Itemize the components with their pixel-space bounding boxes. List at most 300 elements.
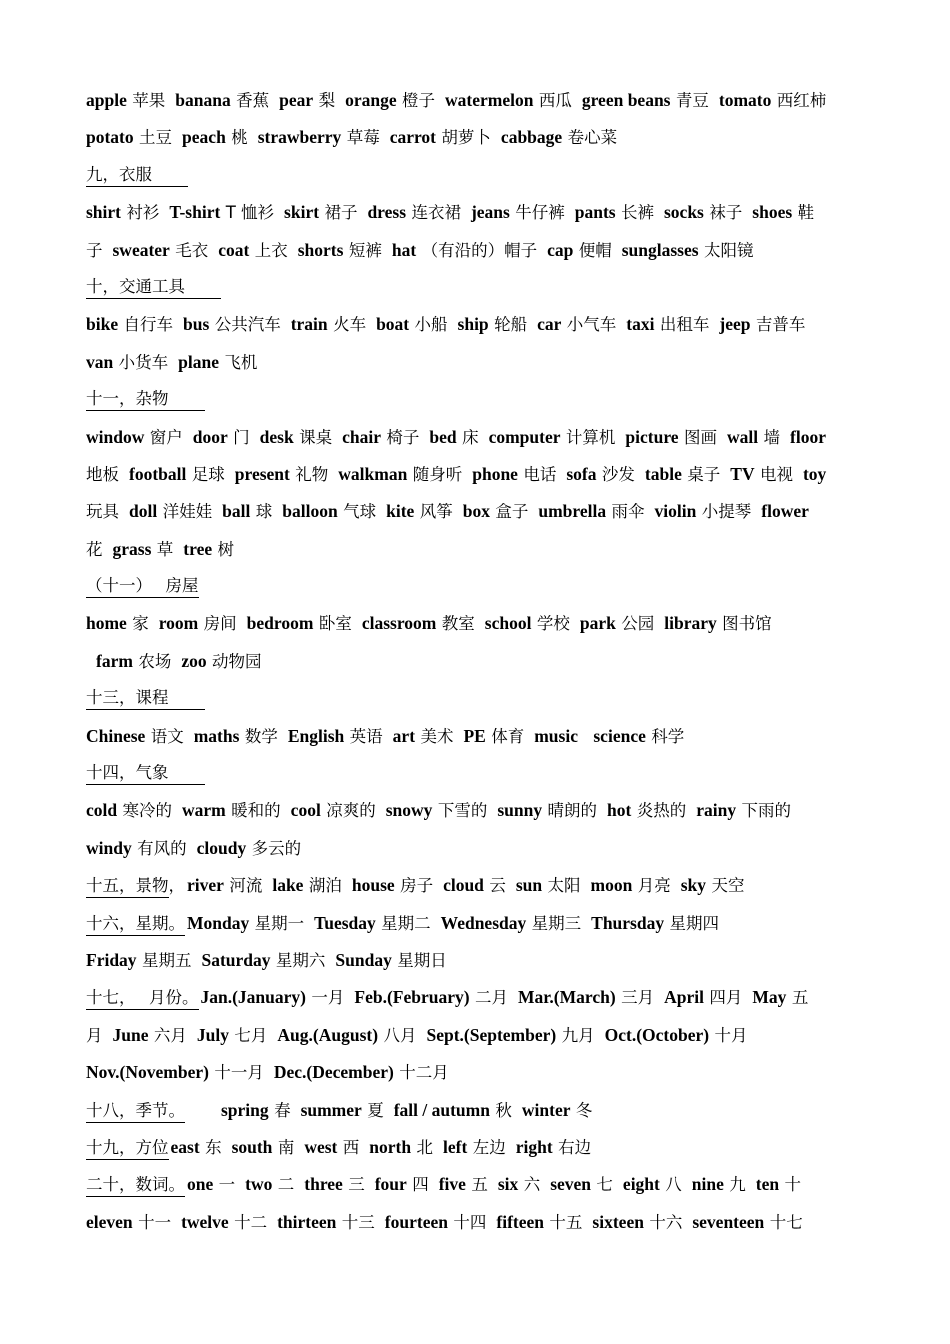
chinese-meaning: 六 — [523, 1175, 541, 1195]
chinese-meaning: 八月 — [383, 1025, 417, 1045]
chinese-meaning: （有沿的）帽子 — [421, 240, 538, 260]
english-word: box — [462, 501, 490, 522]
english-word: five — [438, 1174, 466, 1195]
vocab-entry — [274, 1063, 449, 1083]
english-word: watermelon — [445, 90, 534, 110]
section-line — [86, 979, 900, 1016]
vocab-entry — [575, 203, 654, 223]
vocab-entry — [113, 540, 174, 560]
chinese-meaning: 晴朗的 — [547, 801, 597, 821]
chinese-meaning: 科学 — [651, 726, 685, 746]
vocab-entry — [756, 1175, 801, 1195]
vocab-entry — [692, 1213, 802, 1233]
vocab-entry — [338, 465, 462, 485]
chinese-meaning: 橙子 — [402, 91, 435, 110]
chinese-meaning: 随身听 — [412, 464, 463, 484]
chinese-meaning: 星期一 — [254, 913, 305, 933]
chinese-meaning: 十三 — [341, 1212, 375, 1232]
vocab-line — [86, 830, 900, 867]
vocab-entry — [291, 801, 376, 821]
section-heading: 十九，方位 — [86, 1137, 169, 1160]
english-word: apple — [86, 90, 127, 110]
english-word: one — [187, 1174, 214, 1195]
english-word: twelve — [181, 1211, 229, 1232]
english-word: walkman — [338, 463, 408, 484]
chinese-meaning: 桌子 — [687, 464, 721, 484]
chinese-meaning: 鞋 — [797, 203, 815, 223]
english-word: bed — [429, 426, 457, 447]
chinese-meaning: 下雨的 — [741, 801, 791, 821]
english-word: umbrella — [538, 501, 607, 522]
section-heading: 十，交通工具 — [86, 276, 221, 299]
english-word: shirt — [86, 202, 121, 223]
english-word: zoo — [181, 650, 207, 671]
chinese-meaning: 冬 — [575, 1100, 593, 1120]
english-word: picture — [625, 426, 679, 447]
chinese-meaning: 左边 — [472, 1137, 506, 1157]
english-word: carrot — [389, 127, 437, 148]
chinese-meaning: 裙子 — [324, 203, 358, 223]
chinese-meaning: 梨 — [318, 91, 336, 110]
vocab-entry — [752, 988, 808, 1008]
english-word: cold — [86, 800, 118, 821]
chinese-meaning: 草莓 — [346, 128, 380, 148]
vocab-entry — [803, 465, 826, 485]
vocab-entry — [194, 727, 278, 747]
chinese-meaning: 电话 — [523, 464, 557, 484]
vocab-entry — [566, 465, 635, 485]
english-word: seven — [550, 1174, 592, 1195]
english-word: cap — [547, 239, 574, 260]
chinese-meaning: 图画 — [683, 427, 717, 447]
vocab-entry — [113, 1026, 187, 1046]
vocab-entry — [197, 839, 302, 859]
chinese-meaning: 胡萝卜 — [441, 128, 491, 148]
vocab-entry — [518, 988, 654, 1008]
vocab-entry — [607, 801, 686, 821]
vocab-line — [86, 82, 900, 119]
vocab-entry — [96, 652, 171, 672]
chinese-meaning: 轮船 — [494, 315, 528, 335]
english-word: park — [579, 613, 616, 634]
chinese-meaning: 床 — [462, 427, 479, 447]
vocab-entry — [282, 502, 376, 522]
chinese-meaning: 十一月 — [214, 1063, 264, 1083]
vocab-entry — [655, 502, 752, 522]
english-word: seventeen — [692, 1211, 765, 1232]
vocab-line — [86, 942, 900, 979]
chinese-meaning: 炎热的 — [636, 801, 687, 821]
chinese-meaning: 球 — [255, 502, 273, 522]
vocab-entry — [386, 801, 488, 821]
vocab-entry — [790, 428, 826, 448]
vocab-entry — [86, 839, 187, 859]
vocab-entry — [291, 315, 366, 335]
vocab-entry — [752, 203, 814, 223]
chinese-meaning: 学校 — [536, 614, 570, 634]
chinese-meaning: 暖和的 — [231, 801, 281, 821]
vocab-entry — [86, 801, 172, 821]
vocab-entry — [445, 91, 572, 111]
english-word: cool — [290, 800, 321, 821]
vocab-entry — [181, 652, 261, 672]
vocab-entry — [463, 502, 529, 522]
vocab-entry — [501, 128, 617, 148]
english-word: van — [86, 351, 114, 372]
vocab-entry — [443, 876, 506, 896]
english-word: jeep — [719, 314, 751, 335]
chinese-meaning: 小气车 — [566, 315, 617, 335]
section-line — [86, 1129, 900, 1166]
vocab-entry — [86, 203, 159, 223]
vocab-entry — [645, 465, 720, 485]
chinese-meaning: 风筝 — [419, 502, 453, 522]
vocab-entry — [439, 1175, 488, 1195]
vocab-entry — [232, 1138, 295, 1158]
vocab-entry — [301, 1101, 384, 1121]
vocab-entry — [86, 128, 172, 148]
chinese-meaning: 香蕉 — [236, 91, 270, 110]
section-heading: 十六，星期。 — [86, 913, 185, 936]
chinese-meaning: 星期六 — [275, 950, 326, 970]
vocab-entry — [664, 988, 742, 1008]
section-line — [86, 680, 900, 717]
chinese-meaning: 七 — [596, 1175, 613, 1195]
chinese-meaning: 南 — [277, 1137, 295, 1157]
english-word: thirteen — [277, 1211, 337, 1232]
chinese-meaning: 八 — [665, 1175, 682, 1195]
chinese-meaning: 便帽 — [578, 240, 612, 260]
english-word: door — [192, 426, 228, 447]
english-word: ten — [755, 1174, 780, 1195]
english-word: June — [112, 1024, 149, 1045]
vocab-entry — [696, 801, 791, 821]
vocab-entry — [221, 1101, 291, 1121]
english-word: cabbage — [500, 127, 563, 148]
vocab-entry — [463, 727, 524, 747]
english-word: grass — [112, 538, 152, 559]
chinese-meaning: 卷心菜 — [567, 128, 618, 148]
chinese-meaning: 西 — [342, 1137, 360, 1157]
chinese-meaning: 洋娃娃 — [162, 502, 213, 522]
english-word: ball — [222, 501, 251, 522]
chinese-meaning: 衬衫 — [126, 203, 160, 223]
vocab-entry — [258, 128, 380, 148]
vocab-entry — [362, 614, 475, 634]
chinese-meaning: 小提琴 — [701, 502, 752, 522]
chinese-meaning: 星期二 — [381, 913, 431, 933]
section-line — [86, 269, 900, 306]
english-word: school — [484, 613, 532, 634]
english-word: shorts — [297, 239, 344, 260]
chinese-meaning: 英语 — [349, 726, 383, 746]
english-word: Jan.(January) — [200, 987, 306, 1008]
english-word: two — [245, 1174, 273, 1195]
chinese-meaning: 二月 — [475, 988, 508, 1008]
vocab-entry — [279, 91, 335, 111]
english-word: nine — [691, 1174, 724, 1195]
vocab-entry — [429, 428, 478, 448]
vocab-entry — [375, 1175, 429, 1195]
vocab-entry — [260, 428, 332, 448]
vocab-entry — [681, 876, 745, 896]
chinese-meaning: 小船 — [414, 315, 448, 335]
section-line — [86, 867, 900, 904]
english-word: toy — [802, 463, 827, 484]
english-word: cloud — [443, 875, 484, 896]
english-word: skirt — [284, 202, 320, 223]
section-heading: 十五，景物 — [86, 875, 169, 898]
chinese-meaning: 计算机 — [565, 427, 616, 447]
english-word: ship — [457, 314, 489, 335]
vocab-entry — [458, 315, 528, 335]
vocab-entry — [485, 614, 570, 634]
chinese-meaning: 一 — [218, 1175, 236, 1195]
heading-suffix: ， — [168, 876, 185, 896]
english-word: orange — [345, 90, 397, 110]
english-word: desk — [259, 426, 294, 447]
vocab-entry — [623, 1175, 682, 1195]
vocab-entry — [550, 1175, 613, 1195]
english-word: spring — [221, 1099, 269, 1120]
section-heading: 十三，课程 — [86, 687, 205, 710]
english-word: classroom — [361, 613, 437, 634]
vocab-entry — [86, 727, 184, 747]
vocab-line — [86, 306, 900, 343]
vocab-entry — [443, 1138, 506, 1158]
vocab-line — [86, 119, 900, 156]
english-word: pear — [279, 90, 314, 110]
vocab-entry — [169, 203, 274, 223]
chinese-meaning: 太阳镜 — [703, 240, 754, 260]
section-heading: 十四，气象 — [86, 762, 205, 785]
english-word: April — [664, 987, 704, 1008]
chinese-meaning: 盒子 — [495, 502, 529, 522]
chinese-meaning: T 恤衫 — [225, 203, 275, 223]
vocab-entry — [201, 951, 325, 971]
section-heading: 十八，季节。 — [86, 1100, 185, 1123]
chinese-meaning: 毛衣 — [175, 240, 209, 260]
chinese-meaning: 六月 — [153, 1025, 187, 1045]
english-word: Sept.(September) — [426, 1024, 557, 1045]
english-word: T-shirt — [169, 202, 221, 223]
english-word: English — [287, 725, 345, 746]
chinese-meaning: 十一 — [138, 1212, 172, 1232]
english-word: east — [170, 1136, 200, 1157]
chinese-meaning: 农场 — [138, 651, 172, 671]
english-word: farm — [96, 650, 133, 671]
english-word: green beans — [581, 90, 671, 110]
vocab-entry — [692, 1175, 746, 1195]
chinese-meaning: 十 — [784, 1175, 802, 1195]
vocab-line — [86, 344, 900, 381]
vocab-entry — [193, 428, 250, 448]
english-word: doll — [129, 501, 158, 522]
vocab-entry — [580, 614, 654, 634]
vocab-entry — [664, 614, 771, 634]
chinese-meaning: 门 — [233, 427, 250, 447]
english-word: Feb.(February) — [354, 987, 470, 1008]
english-word: Sunday — [335, 949, 392, 970]
english-word: computer — [488, 426, 561, 447]
vocab-entry — [171, 1138, 222, 1158]
english-word: six — [497, 1174, 519, 1195]
chinese-meaning: 窗户 — [149, 427, 183, 447]
english-word: flower — [761, 501, 809, 522]
vocab-entry — [719, 91, 826, 111]
chinese-meaning: 北 — [416, 1137, 433, 1157]
english-word: moon — [590, 875, 633, 896]
english-word: potato — [86, 127, 134, 148]
vocab-entry — [730, 465, 793, 485]
chinese-meaning: 土豆 — [139, 128, 173, 148]
vocab-entry — [277, 1213, 375, 1233]
vocab-entry — [426, 1026, 594, 1046]
chinese-meaning: 吉普车 — [755, 315, 806, 335]
vocab-entry — [86, 428, 183, 448]
english-word: tree — [183, 538, 213, 559]
vocab-entry — [386, 502, 453, 522]
chinese-meaning: 家 — [132, 614, 149, 634]
english-word: window — [86, 426, 145, 447]
chinese-meaning: 九 — [729, 1175, 746, 1195]
vocab-entry — [664, 203, 742, 223]
english-word: PE — [463, 725, 486, 746]
chinese-meaning: 湖泊 — [308, 876, 342, 896]
section-heading: 二十，数词。 — [86, 1174, 185, 1197]
english-word: floor — [790, 426, 826, 447]
english-word: cloudy — [196, 837, 247, 858]
vocab-entry — [314, 914, 431, 934]
english-word: lake — [272, 875, 304, 896]
english-word: left — [443, 1136, 468, 1157]
vocab-entry — [272, 876, 342, 896]
chinese-meaning: 七月 — [234, 1025, 268, 1045]
chinese-meaning: 飞机 — [224, 352, 258, 372]
vocab-entry — [218, 241, 288, 261]
section-heading: 九，衣服 — [86, 164, 188, 187]
english-word: sun — [515, 875, 543, 896]
vocab-line — [86, 605, 900, 642]
english-word: sixteen — [592, 1211, 644, 1232]
vocab-entry — [385, 1213, 487, 1233]
chinese-meaning: 教室 — [441, 614, 475, 634]
chinese-meaning: 苹果 — [132, 91, 166, 110]
english-word: boat — [376, 314, 410, 335]
english-word: balloon — [282, 501, 338, 522]
vocab-entry — [625, 428, 717, 448]
chinese-meaning: 房子 — [400, 876, 434, 896]
chinese-meaning: 动物园 — [212, 651, 262, 671]
english-word: table — [644, 463, 682, 484]
chinese-meaning: 多云的 — [251, 838, 302, 858]
english-word: Oct.(October) — [604, 1024, 710, 1045]
vocab-entry — [288, 727, 383, 747]
chinese-meaning: 太阳 — [547, 876, 581, 896]
english-word: house — [351, 875, 395, 896]
vocab-entry — [159, 614, 237, 634]
chinese-meaning: 五 — [471, 1175, 488, 1195]
vocab-entry — [496, 1213, 582, 1233]
english-word: river — [187, 875, 224, 896]
chinese-meaning: 卧室 — [318, 614, 352, 634]
chinese-meaning: 东 — [205, 1137, 222, 1157]
chinese-meaning: 长裤 — [621, 203, 654, 223]
section-heading: （十一） 房屋 — [86, 575, 199, 598]
english-word: west — [304, 1136, 338, 1157]
english-word: tomato — [718, 90, 772, 110]
english-word: rainy — [696, 800, 737, 821]
english-word: chair — [342, 426, 382, 447]
chinese-meaning: 西瓜 — [538, 91, 572, 110]
chinese-meaning: 星期日 — [397, 950, 447, 970]
vocab-entry — [489, 428, 616, 448]
vocab-entry — [183, 315, 281, 335]
vocab-entry — [547, 241, 612, 261]
english-word: phone — [472, 463, 518, 484]
english-word: football — [129, 463, 187, 484]
chinese-meaning: 十二月 — [399, 1063, 449, 1083]
vocab-entry — [335, 951, 446, 971]
vocab-entry — [277, 1026, 416, 1046]
english-word: fourteen — [384, 1211, 448, 1232]
chinese-meaning: 袜子 — [709, 203, 743, 223]
english-word: wall — [726, 426, 759, 447]
english-word: dress — [367, 202, 407, 223]
chinese-meaning: 气球 — [343, 502, 377, 522]
chinese-meaning: 公园 — [621, 614, 655, 634]
vocab-line — [86, 1054, 900, 1091]
english-word: Wednesday — [440, 912, 527, 933]
vocab-line — [86, 1017, 900, 1054]
vocab-entry — [187, 914, 304, 934]
vocab-entry — [471, 203, 565, 223]
vocab-entry — [537, 315, 616, 335]
section-line — [86, 157, 900, 194]
section-line — [86, 381, 900, 418]
vocab-entry — [534, 727, 583, 747]
chinese-meaning: 小货车 — [118, 352, 169, 372]
chinese-meaning: 星期三 — [531, 913, 582, 933]
english-word: taxi — [626, 314, 655, 335]
vocab-entry — [182, 128, 248, 148]
vocab-line — [86, 456, 900, 493]
vocab-entry — [441, 914, 581, 934]
english-word: sofa — [566, 463, 597, 484]
chinese-meaning: 美术 — [420, 726, 454, 746]
english-word: Mar.(March) — [518, 987, 616, 1008]
chinese-meaning: 连衣裙 — [411, 203, 461, 223]
vocab-entry — [182, 801, 281, 821]
vocab-entry — [498, 1175, 540, 1195]
english-word: music — [534, 725, 578, 746]
vocab-entry — [183, 540, 234, 560]
chinese-meaning: 电视 — [759, 464, 793, 484]
chinese-meaning: 月亮 — [637, 876, 671, 896]
vocab-line — [86, 792, 900, 829]
chinese-meaning: 夏 — [367, 1100, 384, 1120]
continued-meaning: 地板 — [86, 464, 119, 484]
chinese-meaning: 自行车 — [123, 315, 174, 335]
english-word: Aug.(August) — [277, 1024, 379, 1045]
english-word: TV — [730, 463, 755, 484]
vocab-entry — [187, 1175, 235, 1195]
vocab-entry — [605, 1026, 748, 1046]
english-word: shoes — [752, 202, 793, 223]
chinese-meaning: 沙发 — [601, 464, 635, 484]
english-word: May — [752, 987, 787, 1008]
english-word: sunny — [497, 800, 543, 821]
